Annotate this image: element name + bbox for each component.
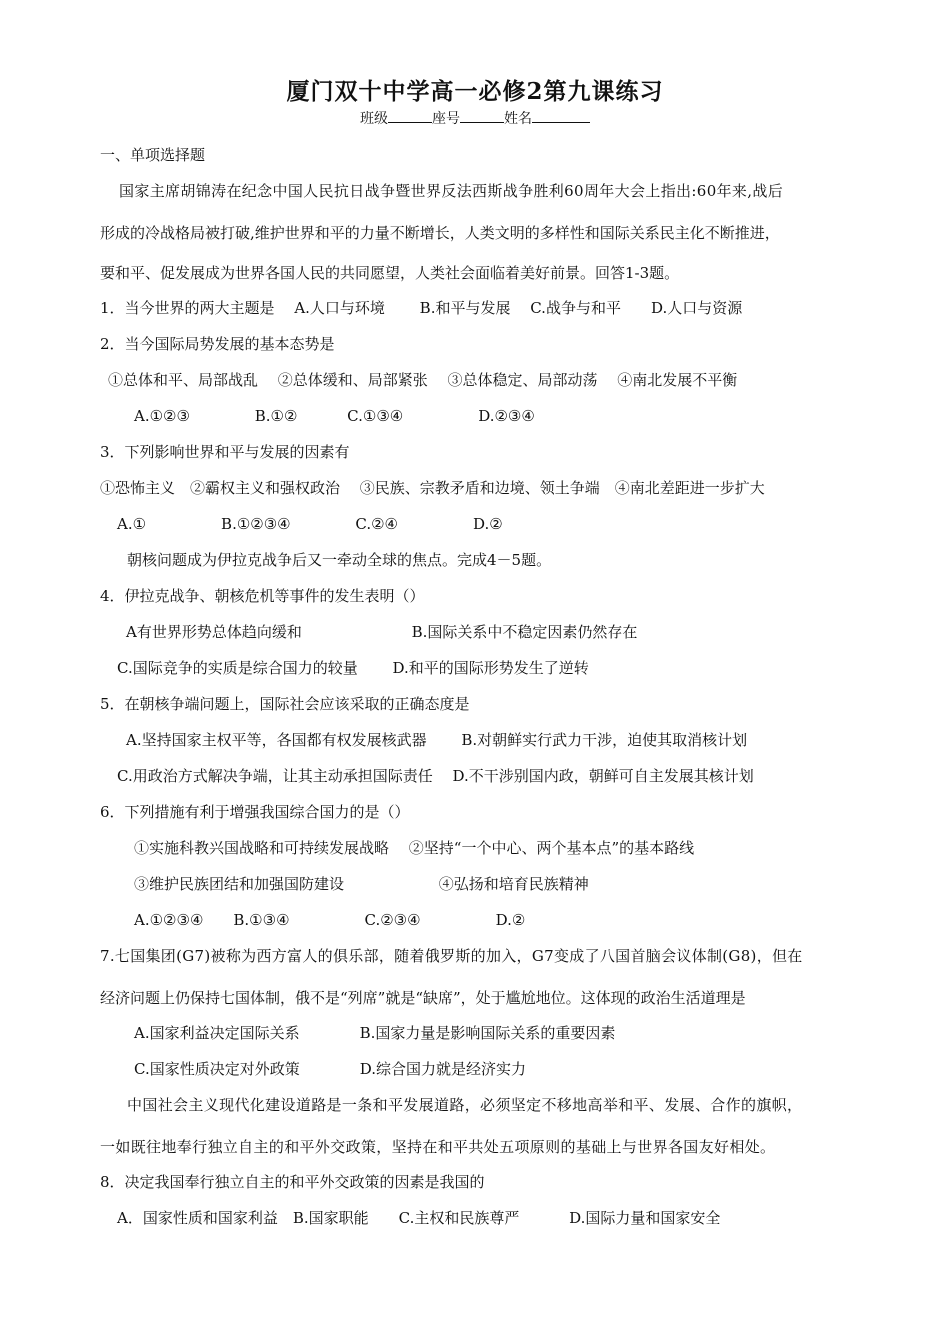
- question-2-options: A.①②③ B.①② C.①③④ D.②③④: [134, 407, 535, 425]
- question-2-statements: ①总体和平、局部战乱 ②总体缓和、局部紧张 ③总体稳定、局部动荡 ④南北发展不平衡: [108, 371, 738, 389]
- passage-1-line-3: 要和平、促发展成为世界各国人民的共同愿望，人类社会面临着美好前景。回答1-3题。: [100, 264, 680, 282]
- question-6-statements-34: ③维护民族团结和加强国防建设 ④弘扬和培育民族精神: [134, 875, 589, 893]
- question-6-stem: 6．下列措施有利于增强我国综合国力的是（）: [100, 803, 410, 821]
- section-heading: 一、单项选择题: [100, 146, 206, 164]
- question-5-stem: 5．在朝核争端问题上，国际社会应该采取的正确态度是: [100, 695, 470, 713]
- name-label: 姓名: [504, 111, 532, 127]
- question-3-options: A.① B.①②③④ C.②④ D.②: [117, 515, 503, 533]
- seat-blank: [460, 108, 504, 123]
- question-5-options-cd: C.用政治方式解决争端，让其主动承担国际责任 D.不干涉别国内政，朝鲜可自主发展其核计划: [117, 767, 754, 785]
- question-6-statements-12: ①实施科教兴国战略和可持续发展战略 ②坚持“一个中心、两个基本点”的基本路线: [134, 839, 695, 857]
- question-4-stem: 4．伊拉克战争、朝核危机等事件的发生表明（）: [100, 587, 425, 605]
- page-title: 厦门双十中学高一必修2第九课练习: [286, 78, 664, 105]
- question-7-options-cd: C.国家性质决定对外政策 D.综合国力就是经济实力: [134, 1060, 526, 1078]
- class-label: 班级: [360, 111, 388, 127]
- student-info-line: [0, 108, 950, 129]
- question-8-stem: 8．决定我国奉行独立自主的和平外交政策的因素是我国的: [100, 1173, 485, 1191]
- passage-3-line-2: 一如既往地奉行独立自主的和平外交政策，坚持在和平共处五项原则的基础上与世界各国友好相处。: [100, 1138, 776, 1156]
- question-4-options-cd: C.国际竞争的实质是综合国力的较量 D.和平的国际形势发生了逆转: [117, 659, 589, 677]
- seat-label: 座号: [432, 111, 460, 127]
- question-1: 1．当今世界的两大主题是 A.人口与环境 B.和平与发展 C.战争与和平 D.人口与资源: [100, 299, 743, 317]
- passage-1-line-2: 形成的冷战格局被打破,维护世界和平的力量不断增长，人类文明的多样性和国际关系民主化不断推进，: [100, 224, 780, 242]
- question-4-options-ab: A有世界形势总体趋向缓和 B.国际关系中不稳定因素仍然存在: [126, 623, 638, 641]
- class-blank: [388, 108, 432, 123]
- passage-2: 朝核问题成为伊拉克战争后又一牵动全球的焦点。完成4－5题。: [127, 551, 552, 569]
- question-7-stem-line-1: 7.七国集团(G7)被称为西方富人的俱乐部，随着俄罗斯的加入，G7变成了八国首脑会议体制(G8)，但在: [100, 947, 803, 965]
- question-3-stem: 3．下列影响世界和平与发展的因素有: [100, 443, 350, 461]
- question-2-stem: 2．当今国际局势发展的基本态势是: [100, 335, 335, 353]
- question-5-options-ab: A.坚持国家主权平等，各国都有权发展核武器 B.对朝鲜实行武力干涉，迫使其取消核计划: [126, 731, 748, 749]
- name-blank: [532, 108, 590, 123]
- passage-3-line-1: 中国社会主义现代化建设道路是一条和平发展道路，必须坚定不移地高举和平、发展、合作的旗帜，: [127, 1096, 803, 1114]
- question-8-options: A．国家性质和国家利益 B.国家职能 C.主权和民族尊严 D.国际力量和国家安全: [117, 1209, 721, 1227]
- question-7-options-ab: A.国家利益决定国际关系 B.国家力量是影响国际关系的重要因素: [134, 1024, 616, 1042]
- question-3-statements: ①恐怖主义 ②霸权主义和强权政治 ③民族、宗教矛盾和边境、领土争端 ④南北差距进一步扩大: [100, 479, 765, 497]
- question-6-options: A.①②③④ B.①③④ C.②③④ D.②: [134, 911, 526, 929]
- question-7-stem-line-2: 经济问题上仍保持七国体制，俄不是“列席”就是“缺席”，处于尴尬地位。这体现的政治生活道理是: [100, 989, 746, 1007]
- passage-1-line-1: 国家主席胡锦涛在纪念中国人民抗日战争暨世界反法西斯战争胜利60周年大会上指出:60年来,战后: [119, 182, 784, 200]
